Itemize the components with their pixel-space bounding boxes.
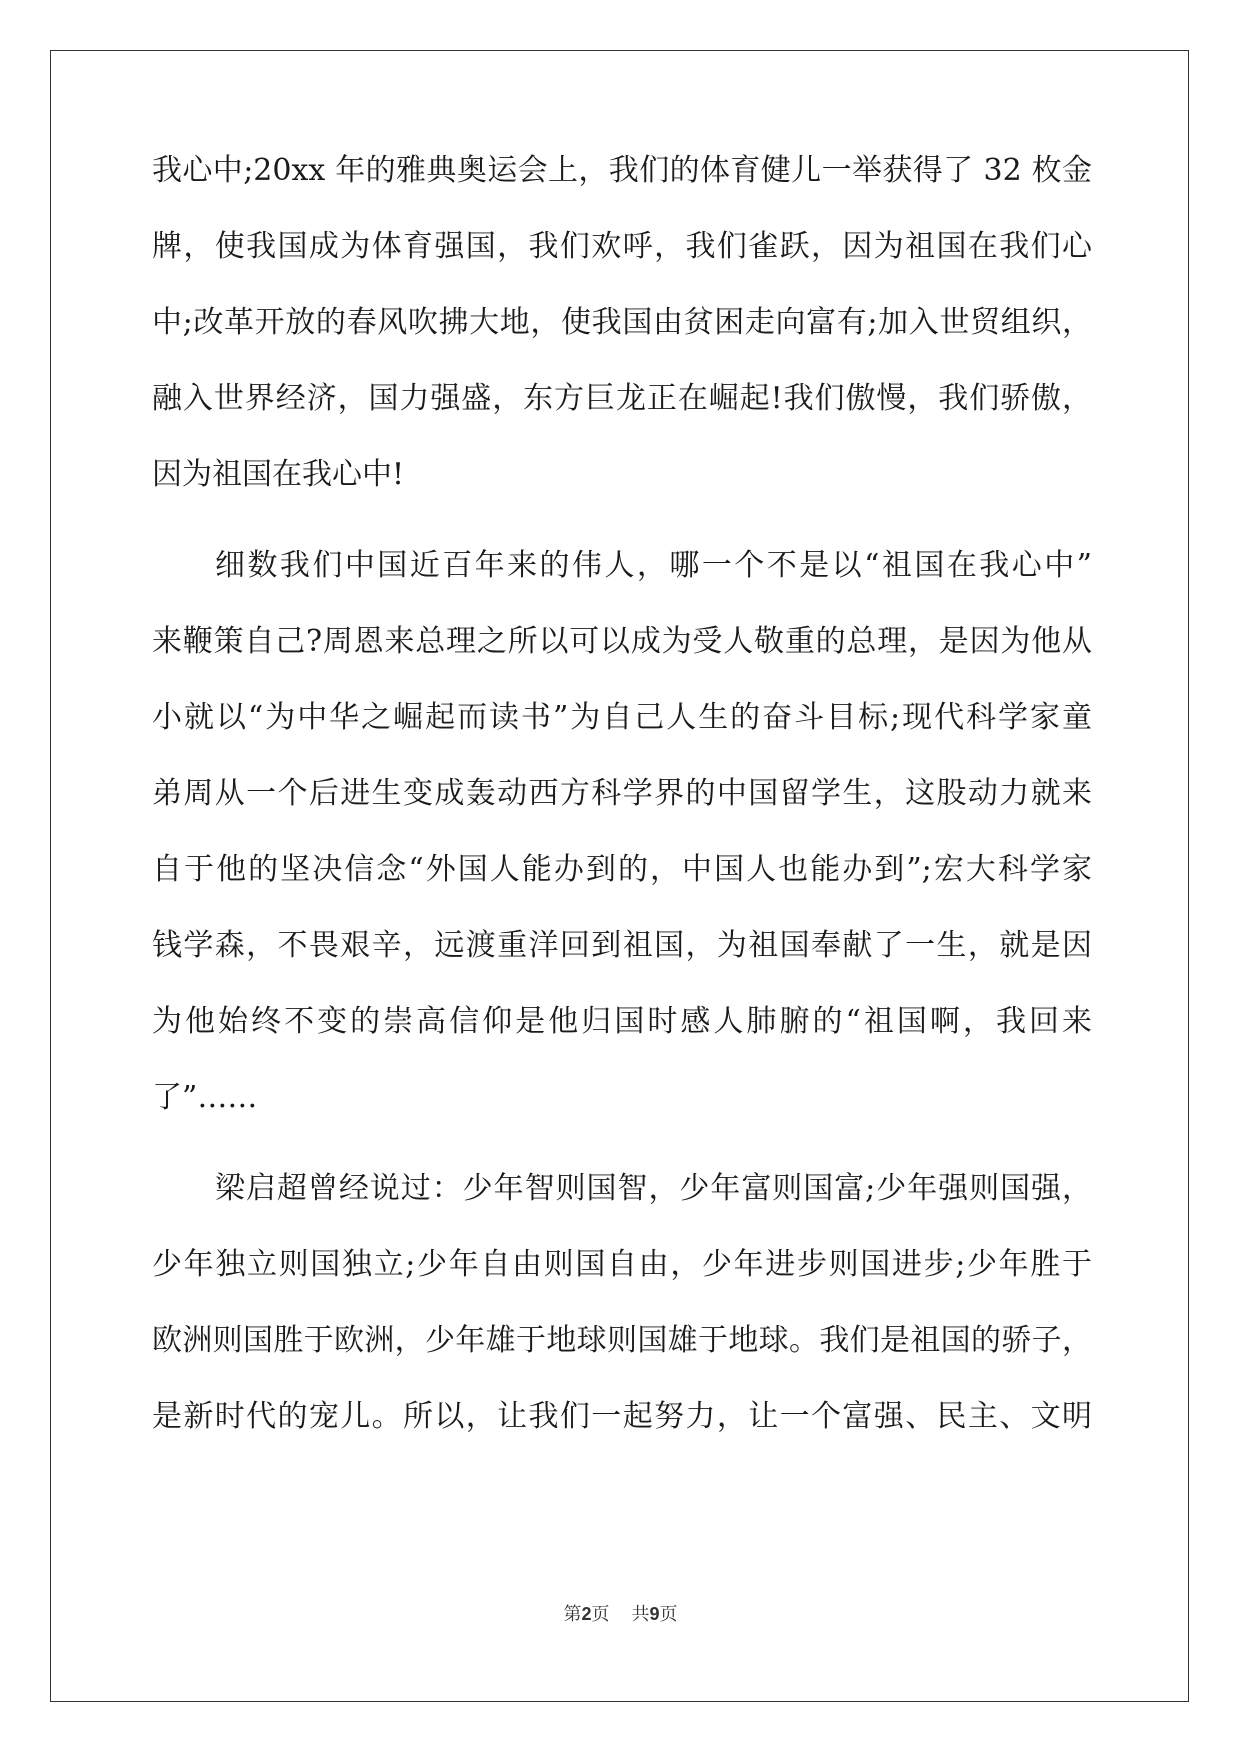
text-line: 了”…… [152,1080,258,1115]
page-footer [0,1600,1241,1626]
text-line: 融入世界经济，国力强盛，东方巨龙正在崛起!我们傲慢，我们骄傲， [152,381,1092,416]
text-line: 来鞭策自己?周恩来总理之所以可以成为受人敬重的总理，是因为他从 [152,624,1092,659]
text-line: 少年独立则国独立;少年自由则国自由，少年进步则国进步;少年胜于 [152,1247,1092,1282]
text-line: 小就以“为中华之崛起而读书”为自己人生的奋斗目标;现代科学家童 [152,700,1092,735]
text-line: 为他始终不变的崇高信仰是他归国时感人肺腑的“祖国啊，我回来 [152,1004,1092,1039]
text-line: 自于他的坚决信念“外国人能办到的，中国人也能办到”;宏大科学家 [152,852,1092,887]
total-pages: 9 [649,1604,660,1624]
page-number: 2 [581,1604,592,1624]
text-line: 欧洲则国胜于欧洲，少年雄于地球则国雄于地球。我们是祖国的骄子， [152,1323,1092,1358]
text-line: 中;改革开放的春风吹拂大地，使我国由贫困走向富有;加入世贸组织， [152,305,1092,340]
text-line: 牌，使我国成为体育强国，我们欢呼，我们雀跃，因为祖国在我们心 [152,229,1092,264]
text-line: 我心中;20xx 年的雅典奥运会上，我们的体育健儿一举获得了 32 枚金 [152,153,1092,188]
total-pages-label: 共9页 [631,1604,678,1625]
paragraph-start-line: 细数我们中国近百年来的伟人，哪一个不是以“祖国在我心中” [215,548,1092,583]
text-line: 因为祖国在我心中! [152,457,405,492]
page-label: 第2页 [563,1604,610,1625]
paragraph-start-line: 梁启超曾经说过：少年智则国智，少年富则国富;少年强则国强， [215,1171,1092,1206]
text-line: 是新时代的宠儿。所以，让我们一起努力，让一个富强、民主、文明 [152,1399,1092,1434]
text-line: 钱学森，不畏艰辛，远渡重洋回到祖国，为祖国奉献了一生，就是因 [152,928,1092,963]
text-line: 弟周从一个后进生变成轰动西方科学界的中国留学生，这股动力就来 [152,776,1092,811]
